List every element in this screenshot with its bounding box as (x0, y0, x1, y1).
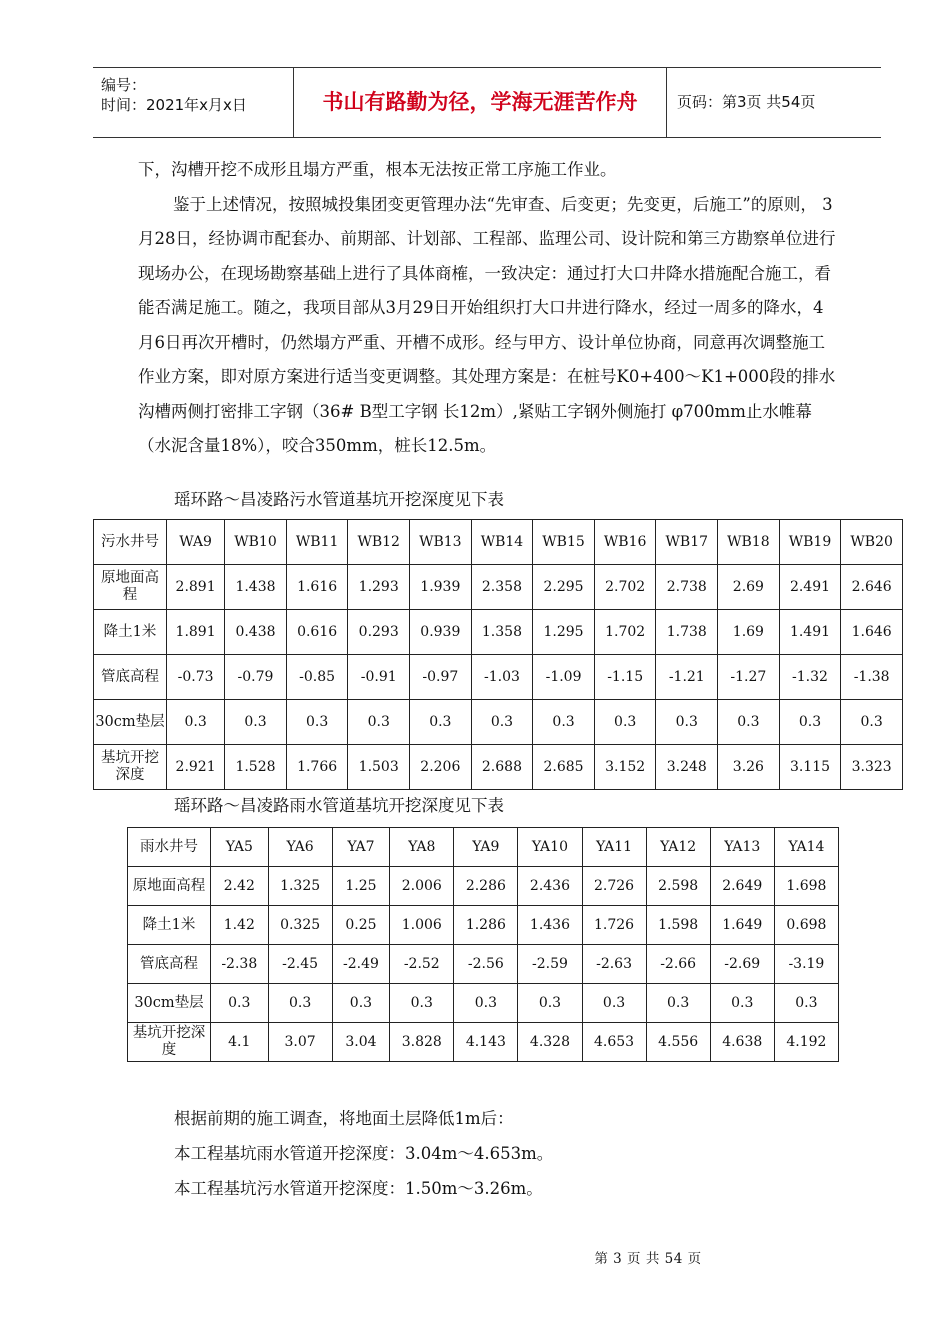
table-cell: YA8 (390, 828, 454, 867)
table-cell: 3.248 (656, 745, 718, 790)
table-cell: 1.293 (348, 565, 410, 610)
table-cell: YA7 (332, 828, 390, 867)
table-row (128, 828, 839, 867)
conclusion-line-1: 根据前期的施工调查，将地面土层降低1m后： (174, 1109, 514, 1128)
table-cell: -2.56 (454, 945, 518, 984)
page-footer: 第 3 页 共 54 页 (594, 1251, 702, 1267)
table-cell: 0.3 (656, 700, 718, 745)
table-cell: -2.66 (646, 945, 710, 984)
table-cell: 4.1 (211, 1023, 269, 1062)
table-cell: 1.006 (390, 906, 454, 945)
table-cell: 0.3 (286, 700, 348, 745)
table-cell: YA5 (211, 828, 269, 867)
table-cell: WB20 (841, 520, 903, 565)
table-cell: 1.528 (225, 745, 287, 790)
table-cell: -1.15 (594, 655, 656, 700)
rain-table-caption: 瑶环路～昌凌路雨水管道基坑开挖深度见下表 (174, 796, 504, 815)
table-cell: 0.3 (348, 700, 410, 745)
table-cell: -0.91 (348, 655, 410, 700)
row-label-cell: 原地面高程 (128, 867, 211, 906)
table-cell: 1.649 (710, 906, 774, 945)
table-cell: 0.293 (348, 610, 410, 655)
table-cell: 0.3 (410, 700, 472, 745)
table-cell: 1.503 (348, 745, 410, 790)
header-number: 编号： (101, 76, 147, 94)
table-cell: 0.438 (225, 610, 287, 655)
table-cell: WB19 (779, 520, 841, 565)
row-label-cell: 30cm垫层 (128, 984, 211, 1023)
table-cell: 2.685 (533, 745, 595, 790)
conclusion-line-2: 本工程基坑雨水管道开挖深度：3.04m～4.653m。 (174, 1144, 554, 1163)
row-label-cell: 原地面高程 (94, 565, 167, 610)
table-cell: -0.79 (225, 655, 287, 700)
table-cell: 1.69 (718, 610, 780, 655)
table-cell: 2.702 (594, 565, 656, 610)
table-cell: 3.152 (594, 745, 656, 790)
table-cell: YA11 (582, 828, 646, 867)
table-cell: WA9 (167, 520, 225, 565)
table-cell: -0.85 (286, 655, 348, 700)
table-cell: -2.69 (710, 945, 774, 984)
table-cell: WB15 (533, 520, 595, 565)
table-cell: 1.702 (594, 610, 656, 655)
table-cell: WB14 (471, 520, 533, 565)
table-cell: 2.295 (533, 565, 595, 610)
table-cell: 2.921 (167, 745, 225, 790)
row-label-cell: 降土1米 (128, 906, 211, 945)
table-cell: YA10 (518, 828, 582, 867)
table-cell: 0.3 (582, 984, 646, 1023)
row-label-cell: 基坑开挖深度 (128, 1023, 211, 1062)
conclusion-line-3: 本工程基坑污水管道开挖深度：1.50m～3.26m。 (174, 1179, 543, 1198)
table-cell: -2.52 (390, 945, 454, 984)
table-cell: 0.3 (167, 700, 225, 745)
table-cell: 0.3 (718, 700, 780, 745)
table-cell: 0.939 (410, 610, 472, 655)
table-row (94, 610, 903, 655)
table-cell: -1.38 (841, 655, 903, 700)
table-cell: -2.49 (332, 945, 390, 984)
table-cell: 0.325 (268, 906, 332, 945)
table-row (128, 984, 839, 1023)
table-cell: 0.3 (710, 984, 774, 1023)
header-motto: 书山有路勤为径，学海无涯苦作舟 (322, 90, 638, 114)
table-cell: 0.3 (594, 700, 656, 745)
table-cell: 1.738 (656, 610, 718, 655)
table-row (128, 867, 839, 906)
table-cell: WB13 (410, 520, 472, 565)
table-cell: 2.726 (582, 867, 646, 906)
table-cell: 0.3 (779, 700, 841, 745)
header-time: 时间：2021年x月x日 (101, 96, 247, 114)
table-row (94, 700, 903, 745)
table-cell: WB12 (348, 520, 410, 565)
table-cell: WB10 (225, 520, 287, 565)
table-cell: -0.97 (410, 655, 472, 700)
rain-depth-table (127, 827, 839, 1062)
table-cell: YA6 (268, 828, 332, 867)
table-cell: 1.436 (518, 906, 582, 945)
table-cell: 0.3 (471, 700, 533, 745)
table-cell: 0.3 (268, 984, 332, 1023)
row-label-cell: 基坑开挖深度 (94, 745, 167, 790)
table-cell: 1.286 (454, 906, 518, 945)
row-label-cell: 30cm垫层 (94, 700, 167, 745)
table-cell: -3.19 (774, 945, 838, 984)
table-cell: 4.556 (646, 1023, 710, 1062)
table-cell: 4.328 (518, 1023, 582, 1062)
table-cell: 1.726 (582, 906, 646, 945)
table-cell: 0.3 (533, 700, 595, 745)
row-label-cell: 雨水井号 (128, 828, 211, 867)
header-divider (666, 68, 667, 137)
table-cell: -0.73 (167, 655, 225, 700)
row-label-cell: 管底高程 (94, 655, 167, 700)
table-cell: 2.358 (471, 565, 533, 610)
table-cell: 2.738 (656, 565, 718, 610)
table-cell: 0.3 (332, 984, 390, 1023)
table-cell: -1.03 (471, 655, 533, 700)
table-cell: -2.63 (582, 945, 646, 984)
table-cell: 1.598 (646, 906, 710, 945)
table-cell: 2.286 (454, 867, 518, 906)
table-cell: 1.42 (211, 906, 269, 945)
table-cell: 0.3 (225, 700, 287, 745)
table-cell: 0.616 (286, 610, 348, 655)
table-cell: 0.3 (841, 700, 903, 745)
table-cell: 1.698 (774, 867, 838, 906)
table-cell: 2.206 (410, 745, 472, 790)
table-row (128, 1023, 839, 1062)
table-cell: 4.143 (454, 1023, 518, 1062)
table-cell: 1.646 (841, 610, 903, 655)
table-cell: 0.25 (332, 906, 390, 945)
table-cell: -2.59 (518, 945, 582, 984)
table-row (94, 565, 903, 610)
header-meta (93, 68, 293, 137)
body-line-1: 下，沟槽开挖不成形且塌方严重，根本无法按正常工序施工作业。 (138, 160, 617, 179)
row-label-cell: 降土1米 (94, 610, 167, 655)
table-cell: -1.32 (779, 655, 841, 700)
table-cell: WB11 (286, 520, 348, 565)
table-cell: YA13 (710, 828, 774, 867)
table-cell: WB17 (656, 520, 718, 565)
table-cell: 1.25 (332, 867, 390, 906)
table-cell: -1.09 (533, 655, 595, 700)
table-row (94, 745, 903, 790)
table-cell: -1.21 (656, 655, 718, 700)
table-cell: 3.323 (841, 745, 903, 790)
table-row (128, 945, 839, 984)
table-cell: YA14 (774, 828, 838, 867)
table-cell: 2.688 (471, 745, 533, 790)
table-cell: 1.438 (225, 565, 287, 610)
header-page-number: 页码：第3页 共54页 (677, 93, 816, 111)
table-cell: 2.006 (390, 867, 454, 906)
table-cell: 0.3 (518, 984, 582, 1023)
table-cell: -2.38 (211, 945, 269, 984)
body-paragraph-2: 鉴于上述情况，按照城投集团变更管理办法“先审查、后变更；先变更，后施工”的原则， 3月28日，经协调市配套办、前期部、计划部、工程部、监理公司、设计院和第三方勘察单位进行现场办公，在现场勘察基础上进行了具体商榷，一致决定：通过打大口井降水措施配合施工，看能否满足施工。随之，我项目部从3月29日开始组织打大口井进行降水，经过一周多的降水，4月6日再次开槽时，仍然塌方严重、开槽不成形。经与甲方、设计单位协商，同意再次调整施工作业方案，即对原方案进行适当变更调整。其处理方案是：在桩号K0+400～K1+000段的排水沟槽两侧打密排工字钢（36# B型工字钢 长12m）,紧贴工字钢外侧施打 φ700mm止水帷幕（水泥含量18%），咬合350mm，桩长12.5m。 (138, 194, 836, 455)
table-cell: 2.649 (710, 867, 774, 906)
table-cell: YA9 (454, 828, 518, 867)
table-cell: -2.45 (268, 945, 332, 984)
table-cell: 0.3 (454, 984, 518, 1023)
table-cell: 1.939 (410, 565, 472, 610)
table-row (94, 520, 903, 565)
table-row (128, 906, 839, 945)
table-cell: 0.3 (390, 984, 454, 1023)
table-cell: 0.3 (211, 984, 269, 1023)
table-cell: 1.616 (286, 565, 348, 610)
table-row (94, 655, 903, 700)
table-cell: 2.42 (211, 867, 269, 906)
table-cell: 4.638 (710, 1023, 774, 1062)
table-cell: 0.3 (774, 984, 838, 1023)
sewage-table-caption: 瑶环路～昌凌路污水管道基坑开挖深度见下表 (174, 490, 504, 509)
body-text (138, 153, 838, 464)
table-cell: 2.646 (841, 565, 903, 610)
sewage-depth-table (93, 519, 903, 790)
table-cell: 4.192 (774, 1023, 838, 1062)
table-cell: 2.69 (718, 565, 780, 610)
table-cell: 1.491 (779, 610, 841, 655)
table-cell: 3.04 (332, 1023, 390, 1062)
table-cell: 1.325 (268, 867, 332, 906)
table-cell: YA12 (646, 828, 710, 867)
table-cell: 3.07 (268, 1023, 332, 1062)
table-cell: 0.3 (646, 984, 710, 1023)
page-header (93, 67, 881, 138)
table-cell: 0.698 (774, 906, 838, 945)
table-cell: -1.27 (718, 655, 780, 700)
table-cell: 1.891 (167, 610, 225, 655)
table-cell: 3.26 (718, 745, 780, 790)
table-cell: 2.598 (646, 867, 710, 906)
row-label-cell: 污水井号 (94, 520, 167, 565)
table-cell: 4.653 (582, 1023, 646, 1062)
table-cell: 2.436 (518, 867, 582, 906)
table-cell: 1.295 (533, 610, 595, 655)
row-label-cell: 管底高程 (128, 945, 211, 984)
table-cell: 3.828 (390, 1023, 454, 1062)
table-cell: 2.891 (167, 565, 225, 610)
table-cell: 2.491 (779, 565, 841, 610)
table-cell: WB18 (718, 520, 780, 565)
table-cell: 1.358 (471, 610, 533, 655)
table-cell: 3.115 (779, 745, 841, 790)
table-cell: 1.766 (286, 745, 348, 790)
table-cell: WB16 (594, 520, 656, 565)
